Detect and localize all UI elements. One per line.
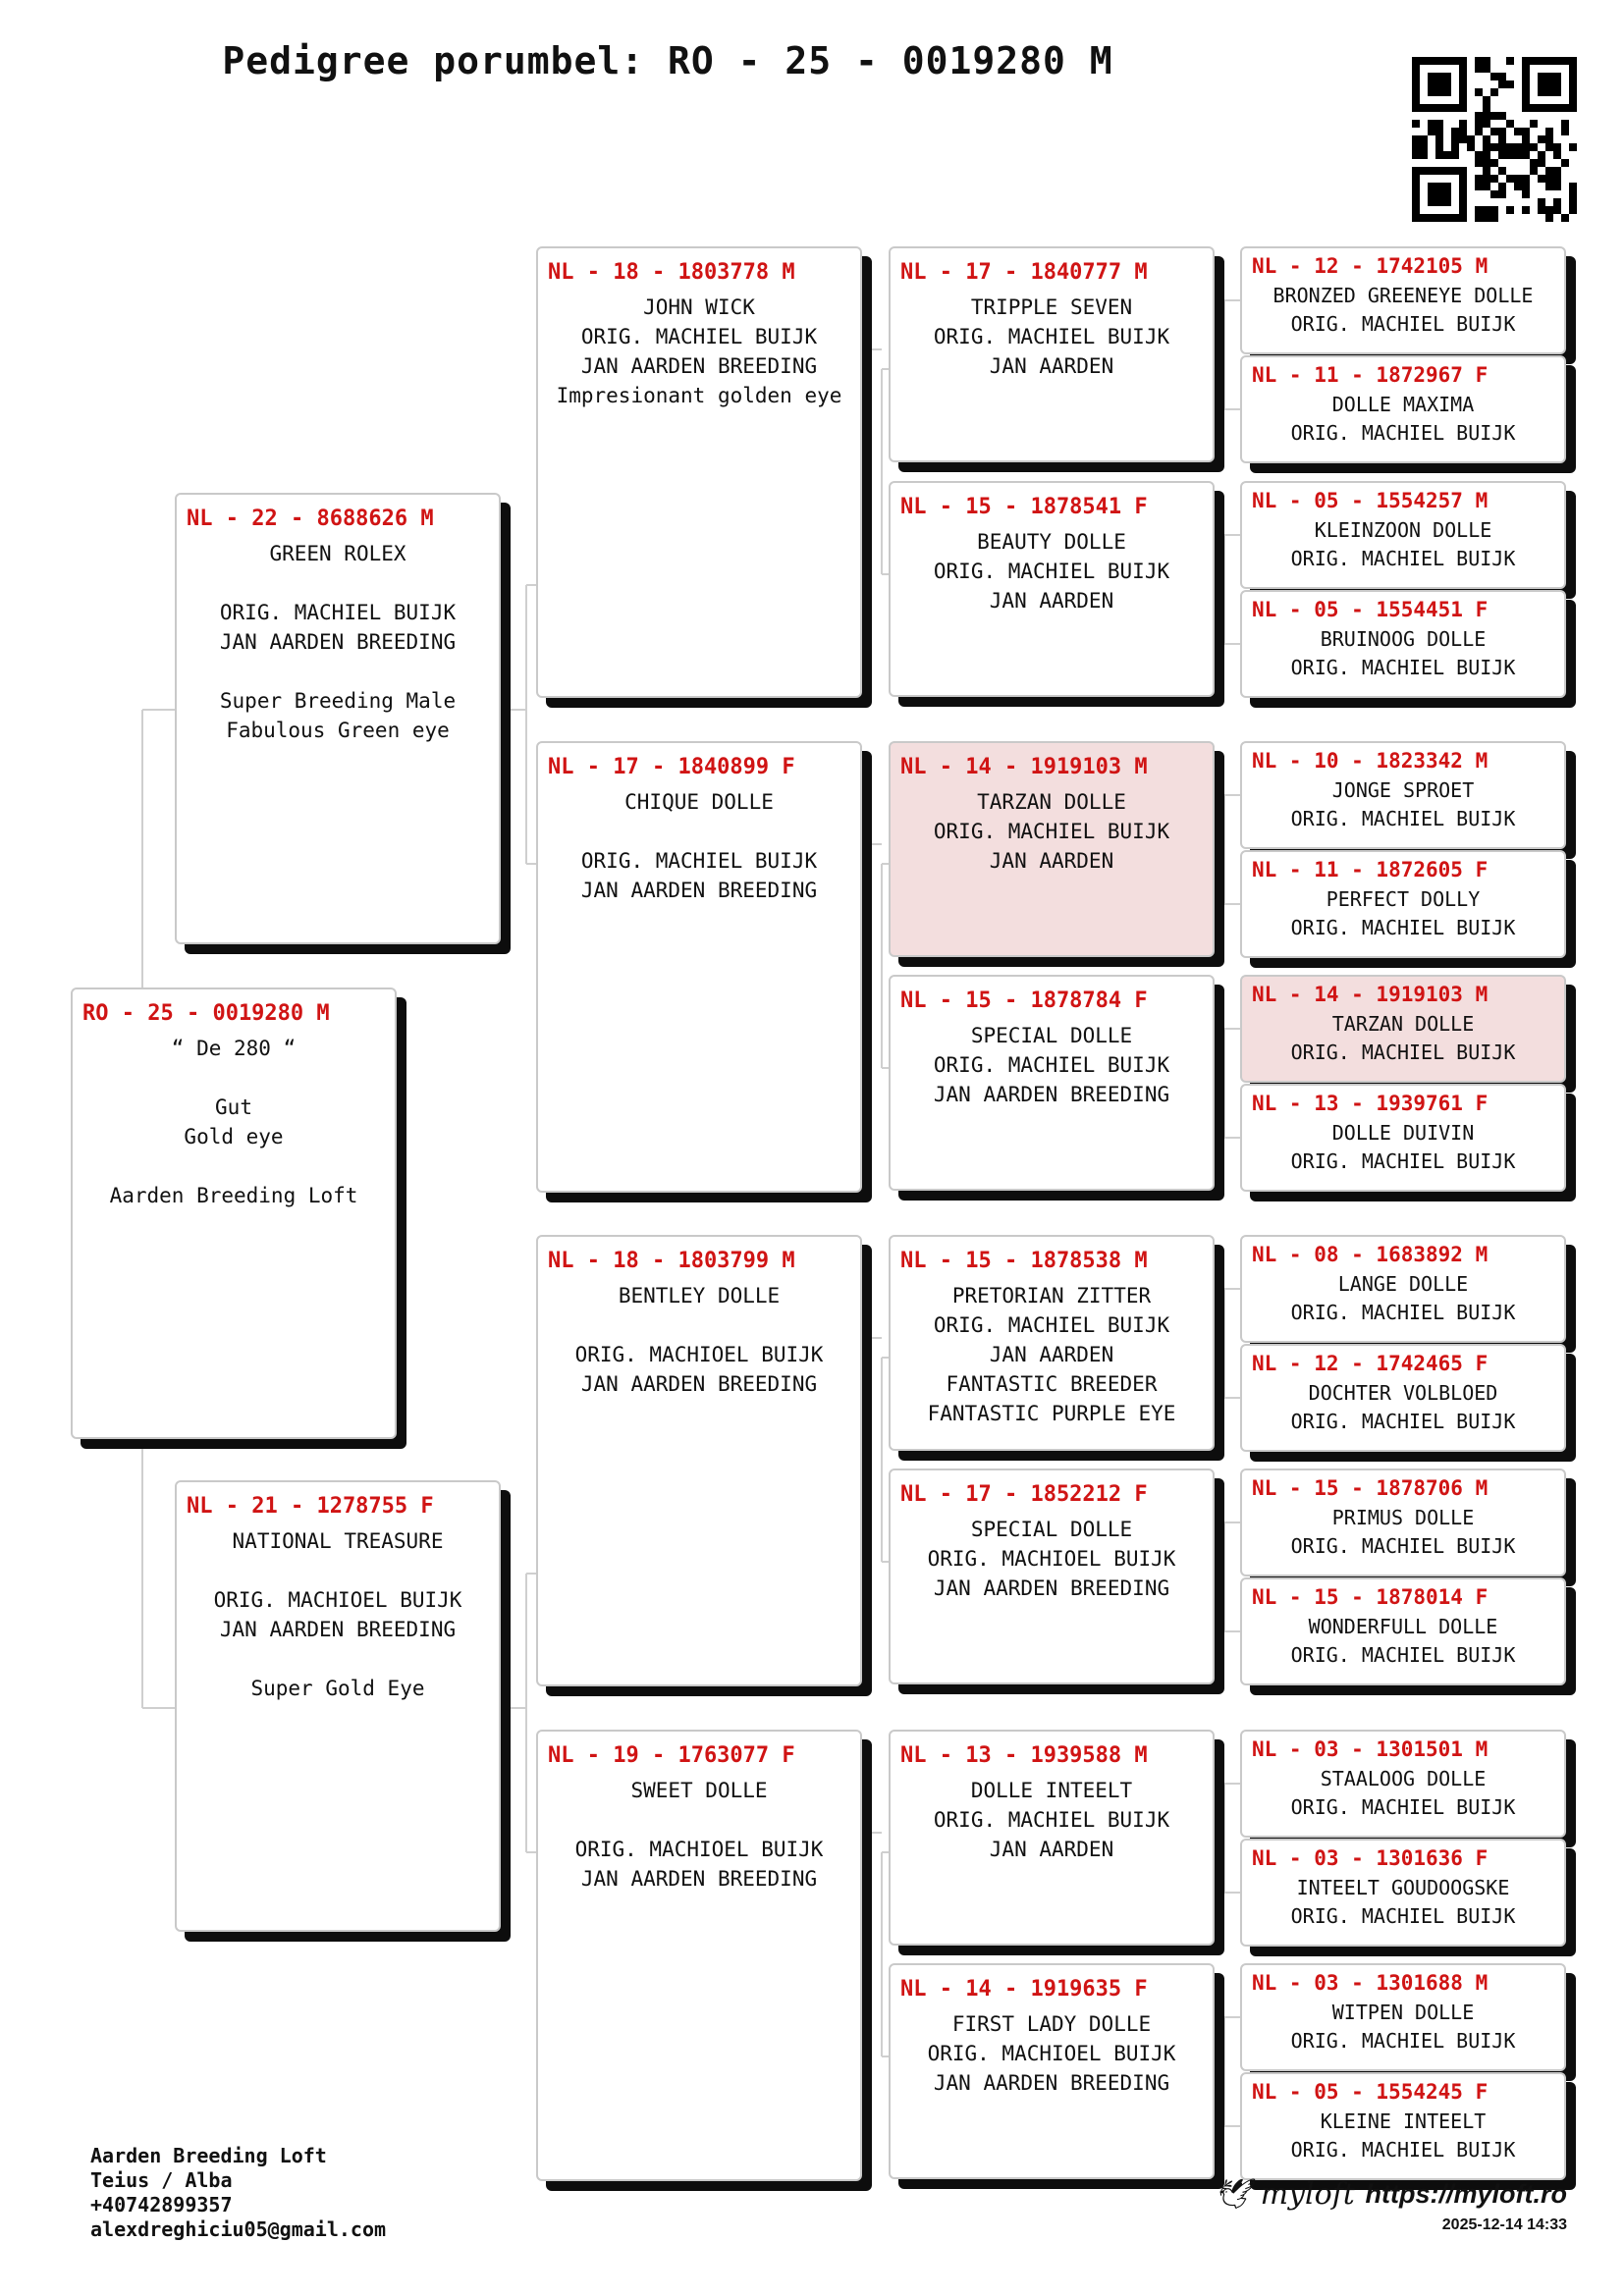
pigeon-info: STAALOOG DOLLE ORIG. MACHIEL BUIJK [1290, 1767, 1516, 1819]
ring-number: NL - 03 - 1301688 M [1252, 1971, 1489, 1995]
pigeon-info: DOLLE INTEELT ORIG. MACHIEL BUIJK JAN AARDEN [933, 1779, 1170, 1861]
page-title: Pedigree porumbel: RO - 25 - 0019280 M [222, 39, 1113, 82]
pigeon-info: WONDERFULL DOLLE ORIG. MACHIEL BUIJK [1290, 1615, 1516, 1667]
owner-block [90, 2144, 386, 2242]
ring-number: NL - 03 - 1301501 M [1252, 1737, 1489, 1761]
gggp-card[interactable] [1240, 1839, 1566, 1947]
gggp-card[interactable] [1240, 741, 1566, 849]
ring-number: NL - 12 - 1742465 F [1252, 1352, 1489, 1375]
ring-number: NL - 12 - 1742105 M [1252, 254, 1489, 278]
pigeon-card[interactable] [71, 988, 397, 1439]
pigeon-info: PERFECT DOLLY ORIG. MACHIEL BUIJK [1290, 887, 1516, 939]
owner-name: Aarden Breeding Loft [90, 2144, 327, 2167]
pigeon-info: TRIPPLE SEVEN ORIG. MACHIEL BUIJK JAN AARDEN [933, 295, 1170, 378]
gggp-card[interactable] [1240, 1730, 1566, 1838]
pigeon-info: GREEN ROLEX ORIG. MACHIEL BUIJK JAN AARDEN BREEDING Super Breeding Male Fabulous Green eye [219, 542, 457, 742]
pigeon-info: BENTLEY DOLLE ORIG. MACHIOEL BUIJK JAN AARDEN BREEDING [574, 1284, 824, 1396]
pigeon-info: KLEINZOON DOLLE ORIG. MACHIEL BUIJK [1290, 518, 1516, 570]
ring-number: NL - 11 - 1872605 F [1252, 858, 1489, 881]
ring-number: NL - 17 - 1840899 F [548, 755, 795, 779]
footer-timestamp: 2025-12-14 14:33 [1441, 2216, 1567, 2233]
ring-number: NL - 22 - 8688626 M [187, 507, 434, 531]
pigeon-info: PRETORIAN ZITTER ORIG. MACHIEL BUIJK JAN AARDEN FANTASTIC BREEDER FANTASTIC PURPLE EYE [927, 1284, 1176, 1425]
pigeon-info: PRIMUS DOLLE ORIG. MACHIEL BUIJK [1290, 1506, 1516, 1558]
pigeon-info: SPECIAL DOLLE ORIG. MACHIOEL BUIJK JAN AARDEN BREEDING [927, 1518, 1176, 1600]
great-grandparent-card[interactable] [889, 481, 1215, 697]
grandparent-card[interactable] [536, 1235, 862, 1686]
ring-number: NL - 11 - 1872967 F [1252, 363, 1489, 387]
gggp-card[interactable] [1240, 1084, 1566, 1192]
pigeon-info: SWEET DOLLE ORIG. MACHIOEL BUIJK JAN AARDEN BREEDING [574, 1779, 824, 1891]
grandparent-card[interactable] [536, 1730, 862, 2181]
ring-number: NL - 05 - 1554257 M [1252, 489, 1489, 512]
pigeon-info: BRONZED GREENEYE DOLLE ORIG. MACHIEL BUIJK [1272, 284, 1534, 336]
great-grandparent-card[interactable] [889, 975, 1215, 1191]
ring-number: NL - 14 - 1919635 F [900, 1977, 1148, 2002]
ring-number: RO - 25 - 0019280 M [82, 1001, 330, 1026]
gggp-card[interactable] [1240, 1235, 1566, 1343]
pigeon-info: FIRST LADY DOLLE ORIG. MACHIOEL BUIJK JAN AARDEN BREEDING [927, 2012, 1176, 2095]
ring-number: NL - 03 - 1301636 F [1252, 1846, 1489, 1870]
pigeon-info: BEAUTY DOLLE ORIG. MACHIEL BUIJK JAN AARDEN [933, 530, 1170, 613]
pigeon-info: CHIQUE DOLLE ORIG. MACHIEL BUIJK JAN AARDEN BREEDING [580, 790, 818, 902]
pigeon-info: JOHN WICK ORIG. MACHIEL BUIJK JAN AARDEN BREEDING Impresionant golden eye [556, 295, 842, 407]
pigeon-info: LANGE DOLLE ORIG. MACHIEL BUIJK [1290, 1272, 1516, 1324]
great-grandparent-card[interactable] [889, 1730, 1215, 1946]
ring-number: NL - 17 - 1852212 F [900, 1482, 1148, 1507]
ring-number: NL - 21 - 1278755 F [187, 1494, 434, 1519]
grandparent-card[interactable] [536, 246, 862, 698]
ring-number: NL - 14 - 1919103 M [1252, 983, 1489, 1006]
dam-card[interactable] [175, 1480, 501, 1932]
gggp-card[interactable] [1240, 1468, 1566, 1576]
ring-number: NL - 13 - 1939588 M [900, 1743, 1148, 1768]
gggp-card[interactable] [1240, 1577, 1566, 1685]
gggp-card[interactable] [1240, 590, 1566, 698]
gggp-card[interactable] [1240, 850, 1566, 958]
pigeon-info: NATIONAL TREASURE ORIG. MACHIOEL BUIJK JAN AARDEN BREEDING Super Gold Eye [213, 1529, 462, 1700]
logo-text: myloft [1260, 2177, 1355, 2212]
pigeon-info: JONGE SPROET ORIG. MACHIEL BUIJK [1290, 778, 1516, 830]
gggp-card[interactable] [1240, 481, 1566, 589]
great-grandparent-card[interactable] [889, 246, 1215, 462]
myloft-logo [1214, 2177, 1355, 2212]
pigeon-info: SPECIAL DOLLE ORIG. MACHIEL BUIJK JAN AARDEN BREEDING [933, 1024, 1170, 1106]
ring-number: NL - 19 - 1763077 F [548, 1743, 795, 1768]
gggp-card[interactable] [1240, 355, 1566, 463]
owner-phone[interactable]: +40742899357 [90, 2193, 233, 2216]
great-grandparent-card[interactable] [889, 741, 1215, 957]
pigeon-info: DOLLE MAXIMA ORIG. MACHIEL BUIJK [1290, 393, 1516, 445]
owner-email[interactable]: alexdreghiciu05@gmail.com [90, 2217, 387, 2241]
gggp-card[interactable] [1240, 2072, 1566, 2180]
gggp-card[interactable] [1240, 246, 1566, 354]
pigeon-info: “ De 280 “ Gut Gold eye Aarden Breeding Loft [109, 1037, 358, 1207]
ring-number: NL - 15 - 1878784 F [900, 988, 1148, 1013]
ring-number: NL - 05 - 1554451 F [1252, 598, 1489, 621]
gggp-card[interactable] [1240, 1344, 1566, 1452]
pigeon-info: DOLLE DUIVIN ORIG. MACHIEL BUIJK [1290, 1121, 1516, 1173]
ring-number: NL - 18 - 1803778 M [548, 260, 795, 285]
grandparent-card[interactable] [536, 741, 862, 1193]
great-grandparent-card[interactable] [889, 1468, 1215, 1684]
ring-number: NL - 13 - 1939761 F [1252, 1092, 1489, 1115]
ring-number: NL - 05 - 1554245 F [1252, 2080, 1489, 2104]
pigeon-info: KLEINE INTEELT ORIG. MACHIEL BUIJK [1290, 2109, 1516, 2162]
pigeon-info: DOCHTER VOLBLOED ORIG. MACHIEL BUIJK [1290, 1381, 1516, 1433]
ring-number: NL - 18 - 1803799 M [548, 1249, 795, 1273]
gggp-card[interactable] [1240, 1963, 1566, 2071]
ring-number: NL - 15 - 1878706 M [1252, 1476, 1489, 1500]
ring-number: NL - 10 - 1823342 M [1252, 749, 1489, 773]
pigeon-info: TARZAN DOLLE ORIG. MACHIEL BUIJK [1290, 1012, 1516, 1064]
ring-number: NL - 17 - 1840777 M [900, 260, 1148, 285]
great-grandparent-card[interactable] [889, 1235, 1215, 1451]
pigeon-info: WITPEN DOLLE ORIG. MACHIEL BUIJK [1290, 2001, 1516, 2053]
pigeon-info: BRUINOOG DOLLE ORIG. MACHIEL BUIJK [1290, 627, 1516, 679]
pigeon-info: INTEELT GOUDOOGSKE ORIG. MACHIEL BUIJK [1290, 1876, 1516, 1928]
ring-number: NL - 08 - 1683892 M [1252, 1243, 1489, 1266]
footer-url[interactable]: https://myloft.ro [1365, 2179, 1567, 2209]
ring-number: NL - 15 - 1878014 F [1252, 1585, 1489, 1609]
ring-number: NL - 15 - 1878538 M [900, 1249, 1148, 1273]
myloft-bird-icon: 🕊 [1214, 2177, 1252, 2212]
sire-card[interactable] [175, 493, 501, 944]
owner-location: Teius / Alba [90, 2168, 233, 2192]
ring-number: NL - 14 - 1919103 M [900, 755, 1148, 779]
great-grandparent-card[interactable] [889, 1963, 1215, 2179]
footer-brand [1214, 2177, 1567, 2246]
gggp-card[interactable] [1240, 975, 1566, 1083]
pigeon-info: TARZAN DOLLE ORIG. MACHIEL BUIJK JAN AARDEN [933, 790, 1170, 873]
ring-number: NL - 15 - 1878541 F [900, 495, 1148, 519]
